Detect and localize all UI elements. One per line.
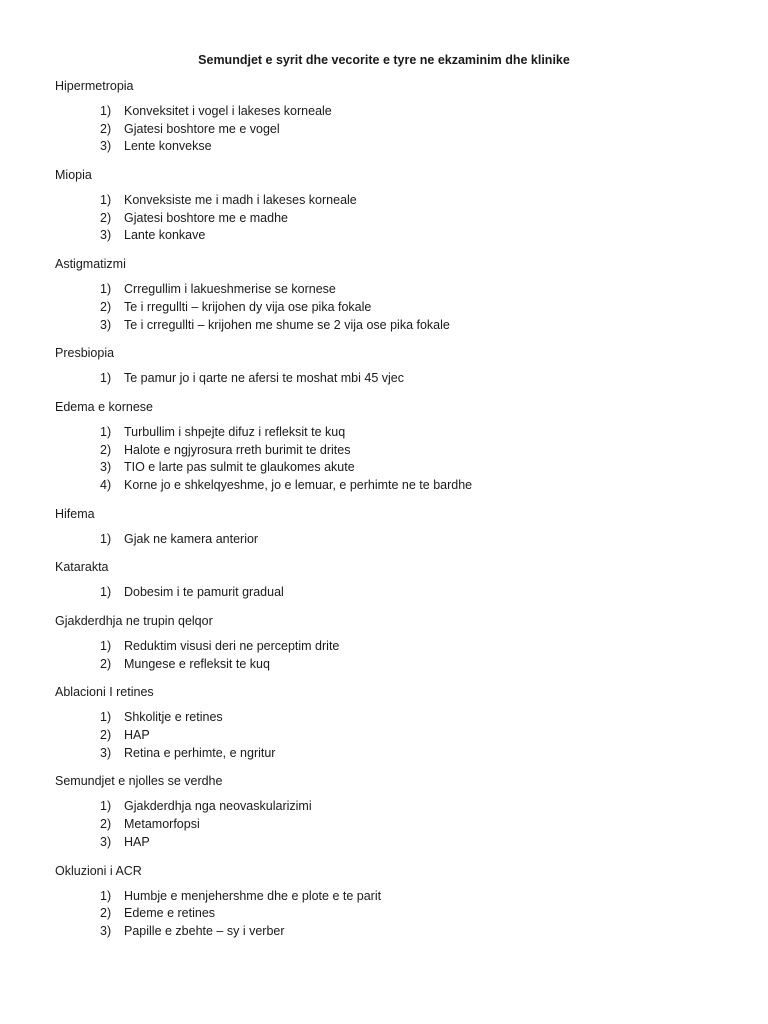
list-item bbox=[55, 727, 735, 745]
list-item-number: 1) bbox=[100, 710, 112, 725]
numbered-list bbox=[55, 192, 735, 245]
list-item-text: Konveksiste me i madh i lakeses korneale bbox=[124, 193, 357, 208]
list-item-text: Lente konvekse bbox=[124, 139, 212, 154]
numbered-list bbox=[55, 370, 735, 388]
list-item-number: 1) bbox=[100, 282, 112, 297]
list-item bbox=[55, 192, 735, 210]
list-item-number: 3) bbox=[100, 460, 112, 475]
list-item-text: Turbullim i shpejte difuz i refleksit te kuq bbox=[124, 424, 346, 439]
numbered-list bbox=[55, 103, 735, 156]
list-item bbox=[55, 442, 735, 460]
list-item-number: 2) bbox=[100, 121, 112, 136]
list-item-text: TIO e larte pas sulmit te glaukomes akute bbox=[124, 460, 355, 475]
list-item-number: 2) bbox=[100, 906, 112, 921]
section-heading: Hipermetropia bbox=[55, 79, 134, 93]
document-body bbox=[55, 77, 735, 951]
list-item-text: HAP bbox=[124, 728, 150, 743]
numbered-list bbox=[55, 584, 735, 602]
section bbox=[55, 505, 735, 549]
section-heading: Katarakta bbox=[55, 560, 109, 575]
list-item-number: 1) bbox=[100, 104, 112, 118]
list-item-number: 1) bbox=[100, 193, 112, 208]
list-item bbox=[55, 923, 735, 941]
list-item-text: Retina e perhimte, e ngritur bbox=[124, 745, 276, 760]
list-item-number: 1) bbox=[100, 799, 112, 814]
list-item-text: Metamorfopsi bbox=[124, 817, 200, 832]
list-item-text: Crregullim i lakueshmerise se kornese bbox=[124, 282, 336, 297]
list-item bbox=[55, 477, 735, 495]
section bbox=[55, 612, 735, 673]
section bbox=[55, 683, 735, 762]
section bbox=[55, 862, 735, 941]
list-item-text: Te i rregullti – krijohen dy vija ose pika fokale bbox=[124, 299, 372, 314]
list-item bbox=[55, 370, 735, 388]
section bbox=[55, 166, 735, 245]
list-item bbox=[55, 281, 735, 299]
list-item bbox=[55, 121, 735, 139]
list-item-number: 2) bbox=[100, 728, 112, 743]
list-item-number: 3) bbox=[100, 317, 112, 332]
list-item bbox=[55, 317, 735, 335]
list-item bbox=[55, 459, 735, 477]
list-item bbox=[55, 798, 735, 816]
section-heading: Edema e kornese bbox=[55, 399, 153, 414]
list-item bbox=[55, 299, 735, 317]
list-item bbox=[55, 584, 735, 602]
document-title: Semundjet e syrit dhe vecorite e tyre ne ekzaminim dhe klinike bbox=[198, 53, 570, 67]
list-item-text: Shkolitje e retines bbox=[124, 710, 223, 725]
list-item-text: Humbje e menjehershme dhe e plote e te parit bbox=[124, 888, 382, 903]
list-item bbox=[55, 638, 735, 656]
list-item-number: 1) bbox=[100, 639, 112, 653]
numbered-list bbox=[55, 281, 735, 334]
list-item-text: Papille e zbehte – sy i verber bbox=[124, 923, 285, 938]
section bbox=[55, 344, 735, 388]
list-item-number: 2) bbox=[100, 442, 112, 457]
list-item bbox=[55, 656, 735, 674]
list-item bbox=[55, 816, 735, 834]
section-heading: Gjakderdhja ne trupin qelqor bbox=[55, 614, 213, 628]
section-heading: Semundjet e njolles se verdhe bbox=[55, 774, 223, 789]
list-item-number: 2) bbox=[100, 656, 112, 671]
list-item-text: Reduktim visusi deri ne perceptim drite bbox=[124, 639, 340, 653]
section-heading: Okluzioni i ACR bbox=[55, 863, 142, 878]
section-heading: Ablacioni I retines bbox=[55, 685, 154, 700]
list-item-text: Gjakderdhja nga neovaskularizimi bbox=[124, 799, 312, 814]
list-item-text: Halote e ngjyrosura rreth burimit te drites bbox=[124, 442, 351, 457]
list-item-text: Gjatesi boshtore me e vogel bbox=[124, 121, 280, 136]
list-item-text: Mungese e refleksit te kuq bbox=[124, 656, 270, 671]
list-item-text: Dobesim i te pamurit gradual bbox=[124, 585, 284, 600]
list-item-text: Gjak ne kamera anterior bbox=[124, 531, 259, 546]
numbered-list bbox=[55, 638, 735, 673]
list-item bbox=[55, 834, 735, 852]
section bbox=[55, 558, 735, 602]
list-item-number: 2) bbox=[100, 299, 112, 314]
list-item-number: 1) bbox=[100, 888, 112, 903]
list-item-text: Konveksitet i vogel i lakeses korneale bbox=[124, 104, 332, 118]
list-item bbox=[55, 888, 735, 906]
list-item bbox=[55, 210, 735, 228]
list-item bbox=[55, 424, 735, 442]
list-item-number: 1) bbox=[100, 371, 112, 386]
section bbox=[55, 772, 735, 851]
list-item-number: 3) bbox=[100, 745, 112, 760]
list-item-number: 3) bbox=[100, 228, 112, 243]
section-heading: Astigmatizmi bbox=[55, 257, 126, 272]
numbered-list bbox=[55, 798, 735, 851]
list-item bbox=[55, 745, 735, 763]
list-item-number: 3) bbox=[100, 834, 112, 849]
list-item-number: 2) bbox=[100, 817, 112, 832]
section bbox=[55, 77, 735, 156]
numbered-list bbox=[55, 709, 735, 762]
list-item-text: Lante konkave bbox=[124, 228, 206, 243]
section-heading: Presbiopia bbox=[55, 346, 115, 361]
section-heading: Hifema bbox=[55, 506, 95, 521]
numbered-list bbox=[55, 424, 735, 495]
list-item bbox=[55, 227, 735, 245]
list-item-number: 4) bbox=[100, 477, 112, 492]
list-item-text: Te i crregullti – krijohen me shume se 2 vija ose pika fokale bbox=[124, 317, 450, 332]
list-item-text: Gjatesi boshtore me e madhe bbox=[124, 210, 288, 225]
list-item-number: 1) bbox=[100, 531, 112, 546]
list-item-number: 3) bbox=[100, 923, 112, 938]
list-item-number: 1) bbox=[100, 424, 112, 439]
section bbox=[55, 398, 735, 495]
list-item-number: 1) bbox=[100, 585, 112, 600]
list-item bbox=[55, 531, 735, 549]
numbered-list bbox=[55, 888, 735, 941]
list-item bbox=[55, 138, 735, 156]
section-heading: Miopia bbox=[55, 168, 92, 183]
list-item-text: Korne jo e shkelqyeshme, jo e lemuar, e perhimte ne te bardhe bbox=[124, 477, 473, 492]
list-item bbox=[55, 103, 735, 121]
list-item-text: Edeme e retines bbox=[124, 906, 216, 921]
list-item-number: 3) bbox=[100, 139, 112, 154]
list-item-text: Te pamur jo i qarte ne afersi te moshat mbi 45 vjec bbox=[124, 371, 404, 386]
section bbox=[55, 255, 735, 334]
numbered-list bbox=[55, 531, 735, 549]
list-item-number: 2) bbox=[100, 210, 112, 225]
list-item-text: HAP bbox=[124, 834, 150, 849]
list-item bbox=[55, 905, 735, 923]
list-item bbox=[55, 709, 735, 727]
